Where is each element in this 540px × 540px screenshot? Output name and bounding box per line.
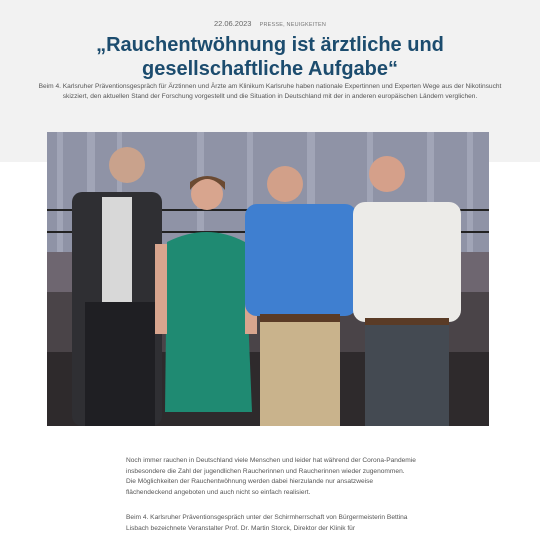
article-paragraph: Beim 4. Karlsruher Präventionsgespräch unter der Schirmherrschaft von Bürgermeisterin Bettina Lisbach bezeichnete Veranstalter Prof. Dr. Martin Storck, Direktor der Klinik für	[126, 514, 408, 532]
article-categories[interactable]: PRESSE, NEUIGKEITEN	[259, 22, 327, 28]
article-meta	[0, 19, 540, 28]
article-lead: Beim 4. Karlsruher Präventionsgespräch für Ärztinnen und Ärzte am Klinikum Karlsruhe haben nationale Expertinnen und Experten Wege aus der Nikotinsucht skizziert, den aktuellen Stand der Forschung vorgestellt und die Situation in Deutschland mit der in anderen europäischen Ländern verglichen.	[38, 83, 502, 100]
article-photo	[47, 132, 489, 426]
article-paragraph: Noch immer rauchen in Deutschland viele Menschen und leider hat während der Corona-Pandemie insbesondere die Zahl der jugendlichen Raucherinnen und Raucherinnen wieder zugenommen. Die Möglichkeiten der Rauchentwöhnung werden dabei hierzulande nur ansatzweise flächendeckend angeboten und auch nicht so einfach realisiert.	[126, 457, 416, 496]
article-title: „Rauchentwöhnung ist ärztliche und gesellschaftliche Aufgabe“	[96, 34, 444, 80]
article-date: 22.06.2023	[213, 19, 252, 28]
